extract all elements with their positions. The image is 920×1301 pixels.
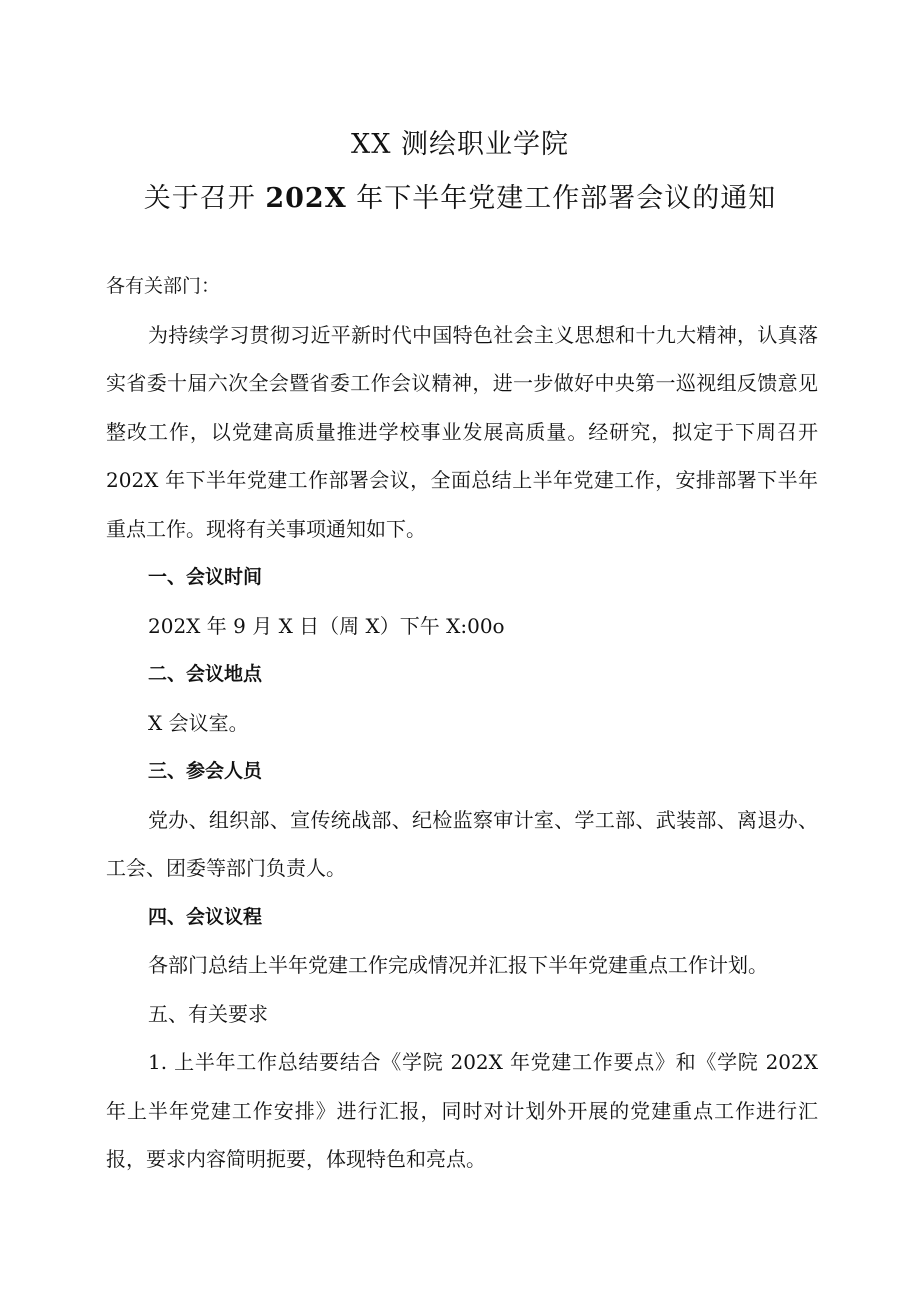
intro-paragraph: 为持续学习贯彻习近平新时代中国特色社会主义思想和十九大精神，认真落实省委十届六次全会暨省委工作会议精神，进一步做好中央第一巡视组反馈意见整改工作，以党建高质量推进学校事业发展高质量。经研究，拟定于下周召开 202X 年下半年党建工作部署会议，全面总结上半年党建工作，安排部署下半年重点工作。现将有关事项通知如下。 bbox=[106, 322, 818, 541]
requirement-item-1: 1. 上半年工作总结要结合《学院 202X 年党建工作要点》和《学院 202X 年上半年党建工作安排》进行汇报，同时对计划外开展的党建重点工作进行汇报，要求内容简明扼要，体现特色和亮点。 bbox=[106, 1050, 818, 1171]
section-content-attendees: 党办、组织部、宣传统战部、纪检监察审计室、学工部、武装部、离退办、工会、团委等部门负责人。 bbox=[106, 807, 818, 880]
document-title bbox=[0, 118, 920, 226]
title-line2-post: 年下半年党建工作部署会议的通知 bbox=[346, 183, 777, 214]
section-heading-attendees: 三、参会人员 bbox=[148, 760, 263, 782]
title-line2-year: 202X bbox=[265, 183, 347, 214]
document-body bbox=[106, 262, 818, 1184]
salutation: 各有关部门： bbox=[106, 275, 221, 297]
title-line1: XX 测绘职业学院 bbox=[350, 129, 570, 160]
section-heading-place: 二、会议地点 bbox=[148, 663, 263, 685]
title-notice-subject bbox=[0, 172, 920, 226]
section-content-agenda: 各部门总结上半年党建工作完成情况并汇报下半年党建重点工作计划。 bbox=[148, 953, 768, 977]
section-heading-requirements: 五、有关要求 bbox=[148, 1001, 268, 1026]
section-content-place: X 会议室。 bbox=[148, 710, 249, 735]
section-heading-agenda: 四、会议议程 bbox=[148, 905, 263, 928]
section-content-time: 202X 年 9 月 X 日（周 X）下午 X:00o bbox=[148, 613, 505, 638]
section-heading-time: 一、会议时间 bbox=[148, 566, 263, 588]
title-school-name bbox=[0, 118, 920, 172]
title-line2-pre: 关于召开 bbox=[143, 183, 266, 214]
